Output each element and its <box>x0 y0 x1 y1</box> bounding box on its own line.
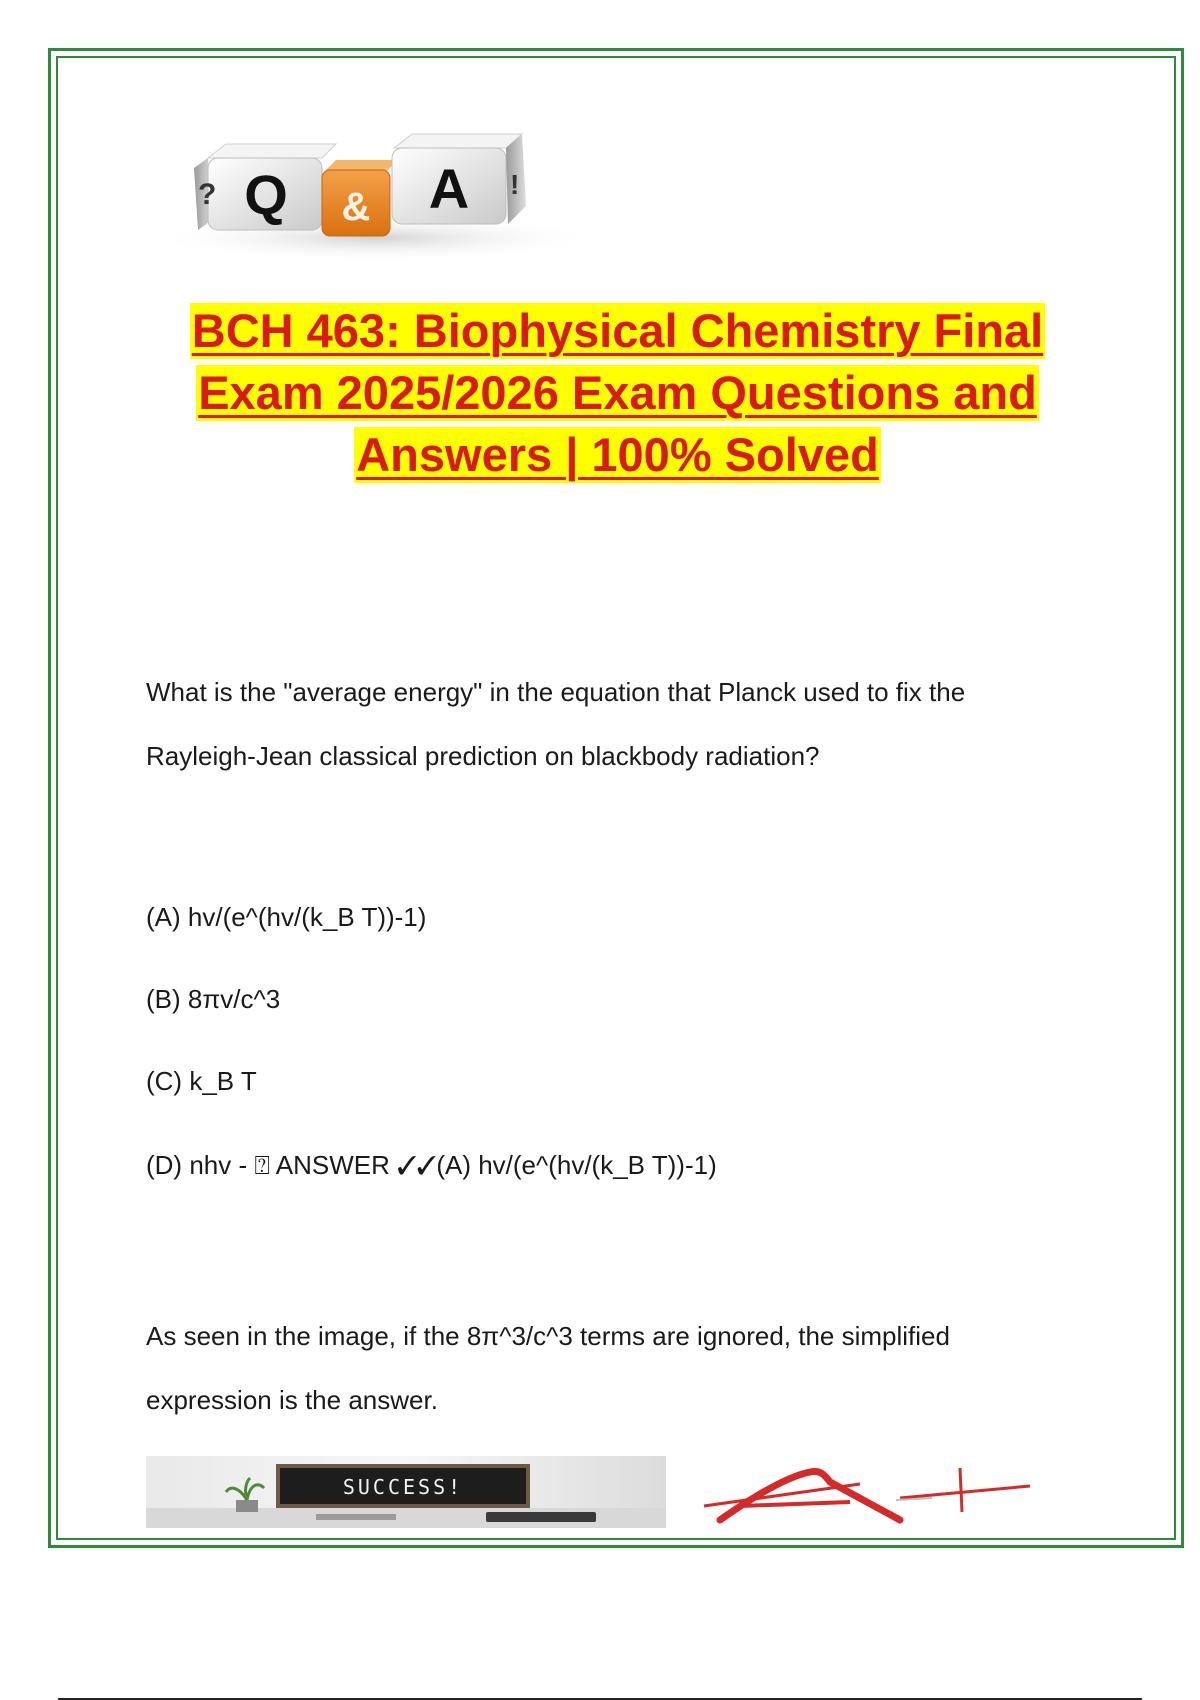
document-title <box>150 300 1085 486</box>
success-sign-text: SUCCESS! <box>342 1475 464 1499</box>
title-line-3: Answers | 100% Solved <box>356 428 879 481</box>
logo-letter-a: A <box>428 157 470 220</box>
option-d-with-answer: (D) nhv - ⍰ ANSWER ✓✓(A) hv/(e^(hv/(k_B T))-1) <box>146 1150 717 1180</box>
success-banner-image <box>146 1456 666 1528</box>
qa-dice-logo <box>146 120 598 270</box>
title-line-2: Exam 2025/2026 Exam Questions and <box>198 366 1037 419</box>
question-mark-glyph: ? <box>198 178 217 211</box>
option-a: (A) hv/(e^(hv/(k_B T))-1) <box>146 902 427 932</box>
option-c: (C) k_B T <box>146 1066 257 1096</box>
explanation-text: As seen in the image, if the 8π^3/c^3 terms are ignored, the simplified expression is the answer. <box>146 1321 950 1415</box>
question-text: What is the "average energy" in the equation that Planck used to fix the Rayleigh-Jean classical prediction on blackbody radiation? <box>146 677 966 771</box>
logo-letter-q: Q <box>244 163 288 226</box>
logo-ampersand: & <box>341 185 371 229</box>
exclamation-glyph: ! <box>510 169 520 200</box>
option-b: (B) 8πv/c^3 <box>146 984 281 1014</box>
title-line-1: BCH 463: Biophysical Chemistry Final <box>191 304 1044 357</box>
a-plus-grade-mark <box>700 1462 1040 1532</box>
